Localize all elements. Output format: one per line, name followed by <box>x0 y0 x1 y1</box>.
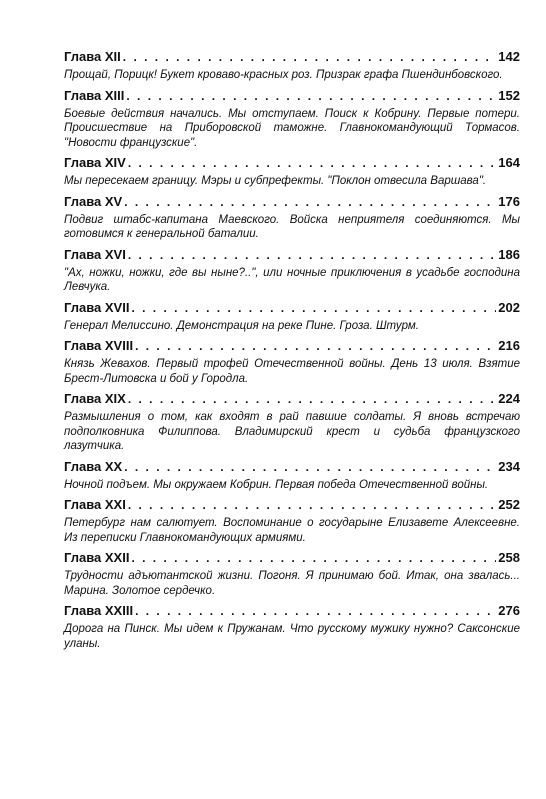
dot-leader <box>128 392 496 406</box>
page-number: 186 <box>498 246 520 262</box>
dot-leader <box>135 604 496 618</box>
chapter-title: Глава XIV <box>64 155 126 170</box>
dot-leader <box>128 156 496 170</box>
chapter-summary: "Ах, ножки, ножки, где вы ныне?..", или ночные приключения в усадьбе господина Левчука. <box>64 266 520 293</box>
chapter-summary: Петербург нам салютует. Воспоминание о государыне Елизавете Алексеевне. Из переписки Главнокомандующих армиями. <box>64 517 520 544</box>
page-number: 216 <box>498 338 520 353</box>
chapter-summary: Прощай, Порицк! Букет кроваво-красных роз. Призрак графа Пшендинбовского. <box>64 69 503 81</box>
chapter-title: Глава XVIII <box>64 338 134 353</box>
chapter-summary: Подвиг штабс-капитана Маевского. Войска неприятеля соединяются. Мы готовимся к генеральной баталии. <box>64 213 520 240</box>
chapter-summary: Боевые действия начались. Мы отступаем. Поиск к Кобрину. Первые потери. Происшествие на Приборовской таможне. Главнокомандующий Тормасов. "Новости французские". <box>64 107 520 149</box>
chapter-summary: Трудности адъютантской жизни. Погоня. Я принимаю бой. Итак, она звалась... Марина. Золотое сердечко. <box>64 570 520 597</box>
page-number: 164 <box>498 155 520 170</box>
page-number: 234 <box>498 458 520 474</box>
dot-leader <box>131 551 496 565</box>
chapter-summary: Мы пересекаем границу. Мэры и субпрефекты. "Поклон отвесила Варшава". <box>64 175 487 187</box>
chapter-title: Глава XIX <box>64 391 126 406</box>
table-of-contents <box>64 49 520 656</box>
toc-entry <box>64 49 520 83</box>
toc-entry <box>64 497 520 545</box>
chapter-title: Глава XXII <box>64 550 130 565</box>
toc-entry <box>64 550 520 598</box>
page-number: 176 <box>498 193 520 209</box>
page-number: 142 <box>498 49 520 64</box>
toc-entry <box>64 88 520 151</box>
chapter-title: Глава XVI <box>64 246 126 262</box>
dot-leader <box>124 195 496 209</box>
page-number: 152 <box>498 87 520 103</box>
toc-entry <box>64 603 520 651</box>
chapter-summary: Ночной подъем. Мы окружаем Кобрин. Первая победа Отечественной войны. <box>64 478 489 491</box>
chapter-summary: Размышления о том, как входят в рай павшие солдаты. Я вновь встречаю подполковника Филиппова. Владимирский крест и судьба французского лазутчика. <box>64 411 520 452</box>
page-number: 224 <box>498 391 520 406</box>
dot-leader <box>128 248 496 262</box>
chapter-title: Глава XIII <box>64 87 125 103</box>
page-number: 252 <box>498 497 520 512</box>
toc-entry <box>64 459 520 493</box>
toc-entry <box>64 338 520 386</box>
chapter-title: Глава XXI <box>64 497 126 512</box>
dot-leader <box>128 498 496 512</box>
chapter-title: Глава XX <box>64 458 123 474</box>
toc-entry <box>64 247 520 295</box>
toc-entry <box>64 391 520 454</box>
chapter-title: Глава XV <box>64 193 123 209</box>
chapter-title: Глава XVII <box>64 299 130 315</box>
dot-leader <box>131 301 496 315</box>
chapter-summary: Дорога на Пинск. Мы идем к Пружанам. Что русскому мужику нужно? Саксонские уланы. <box>64 623 520 650</box>
dot-leader <box>126 89 496 103</box>
dot-leader <box>135 339 496 353</box>
dot-leader <box>123 50 497 64</box>
chapter-title: Глава XII <box>64 49 121 64</box>
chapter-title: Глава XXIII <box>64 603 134 618</box>
toc-entry <box>64 155 520 189</box>
toc-entry <box>64 194 520 242</box>
chapter-summary: Князь Жевахов. Первый трофей Отечественной войны. День 13 июля. Взятие Брест-Литовска и бой у Городла. <box>64 358 520 385</box>
dot-leader <box>124 460 496 474</box>
page-number: 258 <box>498 550 520 565</box>
page-number: 276 <box>498 603 520 618</box>
toc-entry <box>64 300 520 334</box>
page-number: 202 <box>498 299 520 315</box>
chapter-summary: Генерал Мелиссино. Демонстрация на реке Пине. Гроза. Штурм. <box>64 319 419 332</box>
